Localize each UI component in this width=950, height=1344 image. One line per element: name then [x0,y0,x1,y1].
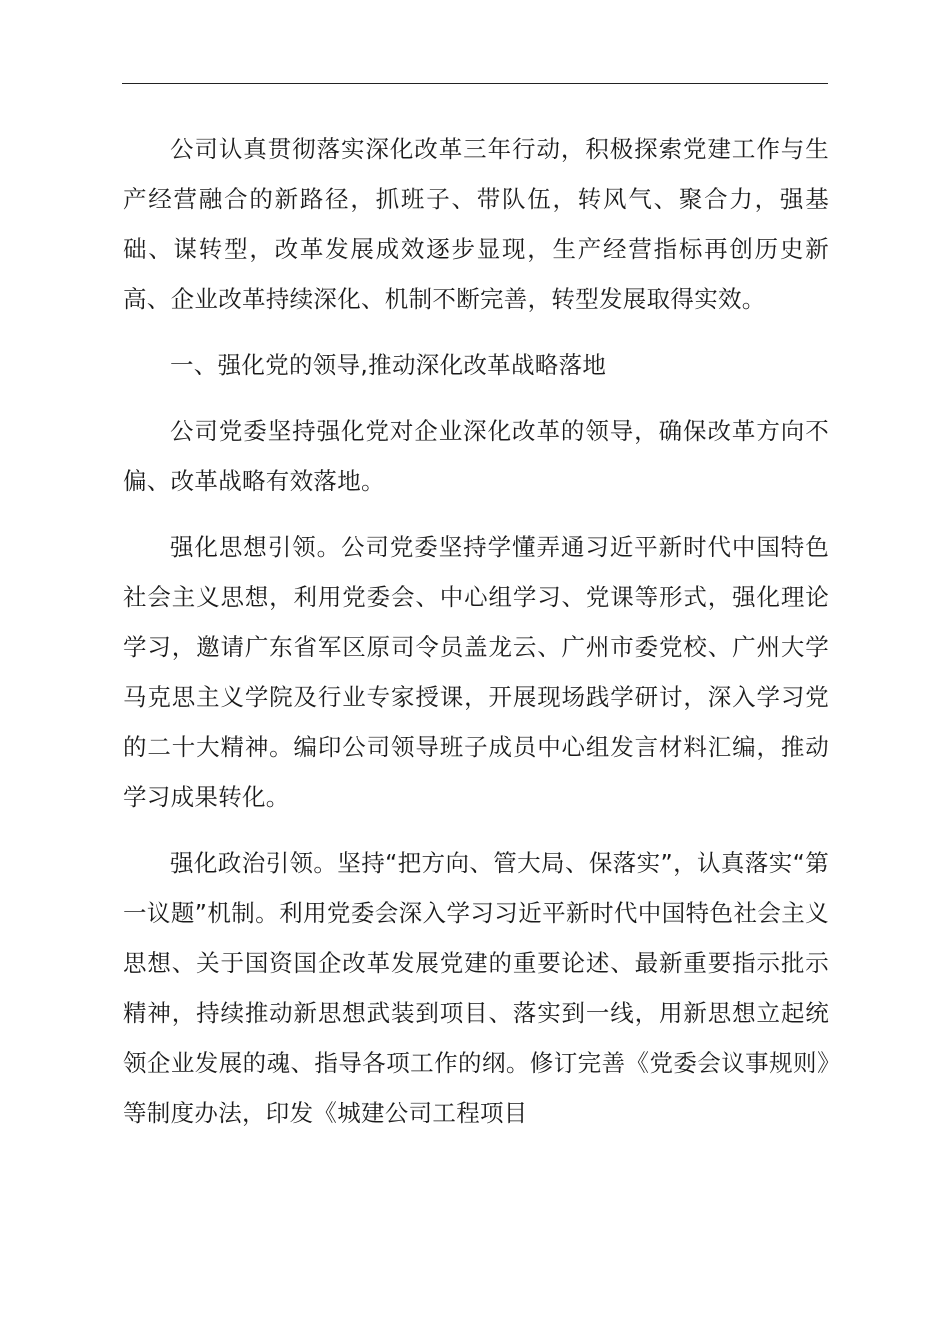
political-paragraph: 强化政治引领。坚持“把方向、管大局、保落实”，认真落实“第一议题”机制。利用党委会深入学习习近平新时代中国特色社会主义思想、关于国资国企改革发展党建的重要论述、最新重要指示批示精神，持续推动新思想武装到项目、落实到一线，用新思想立起统领企业发展的魂、指导各项工作的纲。修订完善《党委会议事规则》等制度办法，印发《城建公司工程项目 [123,849,829,1127]
section-heading: 一、强化党的领导,推动深化改革战略落地 [170,351,607,379]
document-body [123,124,829,1138]
intro-paragraph: 公司认真贯彻落实深化改革三年行动，积极探索党建工作与生产经营融合的新路径，抓班子、带队伍，转风气、聚合力，强基础、谋转型，改革发展成效逐步显现，生产经营指标再创历史新高、企业改革持续深化、机制不断完善，转型发展取得实效。 [123,135,829,313]
section-summary-paragraph: 公司党委坚持强化党对企业深化改革的领导，确保改革方向不偏、改革战略有效落地。 [123,417,829,495]
ideology-paragraph: 强化思想引领。公司党委坚持学懂弄通习近平新时代中国特色社会主义思想，利用党委会、中心组学习、党课等形式，强化理论学习，邀请广东省军区原司令员盖龙云、广州市委党校、广州大学马克思主义学院及行业专家授课，开展现场践学研讨，深入学习党的二十大精神。编印公司领导班子成员中心组发言材料汇编，推动学习成果转化。 [123,533,829,811]
header-rule [122,83,828,84]
